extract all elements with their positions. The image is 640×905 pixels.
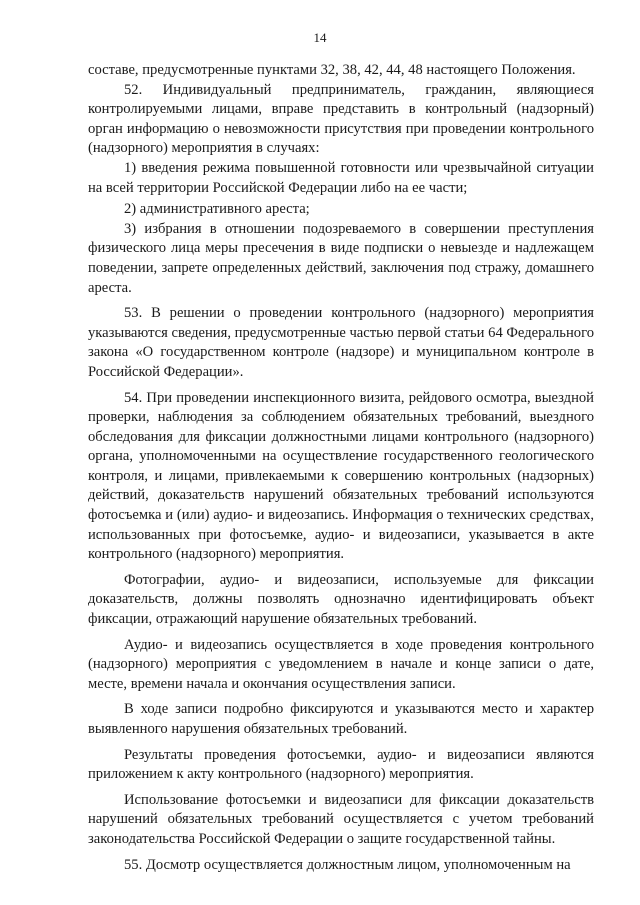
document-body [88,61,594,875]
paragraph-54-results: Результаты проведения фотосъемки, аудио- и видеозаписи являются приложением к акту контрольного (надзорного) мероприятия. [88,746,594,783]
paragraph-53: 53. В решении о проведении контрольного (надзорного) мероприятия указываются сведения, предусмотренные частью первой статьи 64 Федерального закона «О государственном контроле (надзоре) и муниципальном контроле в Российской Федерации». [88,305,594,380]
paragraph-54-recording: Аудио- и видеозапись осуществляется в ходе проведения контрольного (надзорного) мероприятия с уведомлением в начале и конце записи о дате, месте, времени начала и окончания осуществления записи. [88,636,594,692]
paragraph-52-item-2: 2) административного ареста; [124,201,310,218]
page-number: 14 [313,30,327,45]
paragraph-52-item-3: 3) избрания в отношении подозреваемого в совершении преступления физического лица меры пресечения в виде подписки о невыезде и надлежащем поведении, запрете определенных действий, заключения под стражу, домашнего ареста. [88,220,594,296]
paragraph-54: 54. При проведении инспекционного визита, рейдового осмотра, выездной проверки, наблюдения за соблюдением обязательных требований, выездного обследования для фиксации должностными лицами контрольного (надзорного) органа, уполномоченными на осуществление государственного геологического контроля, и лицами, привлекаемыми к совершению контрольных (надзорных) действий, доказательств нарушений обязательных требований используются фотосъемка и (или) аудио- и видеозапись. Информация о технических средствах, использованных при фотосъемке, аудио- и видеозаписи, указывается в акте контрольного (надзорного) мероприятия. [88,389,594,563]
paragraph-54-details: В ходе записи подробно фиксируются и указываются место и характер выявленного нарушения обязательных требований. [88,701,594,737]
paragraph-54-secrecy: Использование фотосъемки и видеозаписи для фиксации доказательств нарушений обязательных требований осуществляется с учетом требований законодательства Российской Федерации о защите государственной тайны. [88,791,594,847]
paragraph-54-photos: Фотографии, аудио- и видеозаписи, используемые для фиксации доказательств, должны позволять однозначно идентифицировать объект фиксации, отражающий нарушение обязательных требований. [88,571,594,628]
paragraph-52: 52. Индивидуальный предприниматель, гражданин, являющиеся контролируемыми лицами, вправе представить в контрольный (надзорный) орган информацию о невозможности присутствия при проведении контрольного (надзорного) мероприятия в случаях: [88,81,594,157]
paragraph-52-item-1: 1) введения режима повышенной готовности или чрезвычайной ситуации на всей территории Российской Федерации либо на ее части; [88,159,594,196]
paragraph-continuation: составе, предусмотренные пунктами 32, 38, 42, 44, 48 настоящего Положения. [88,62,576,78]
paragraph-55: 55. Досмотр осуществляется должностным лицом, уполномоченным на [124,856,571,873]
